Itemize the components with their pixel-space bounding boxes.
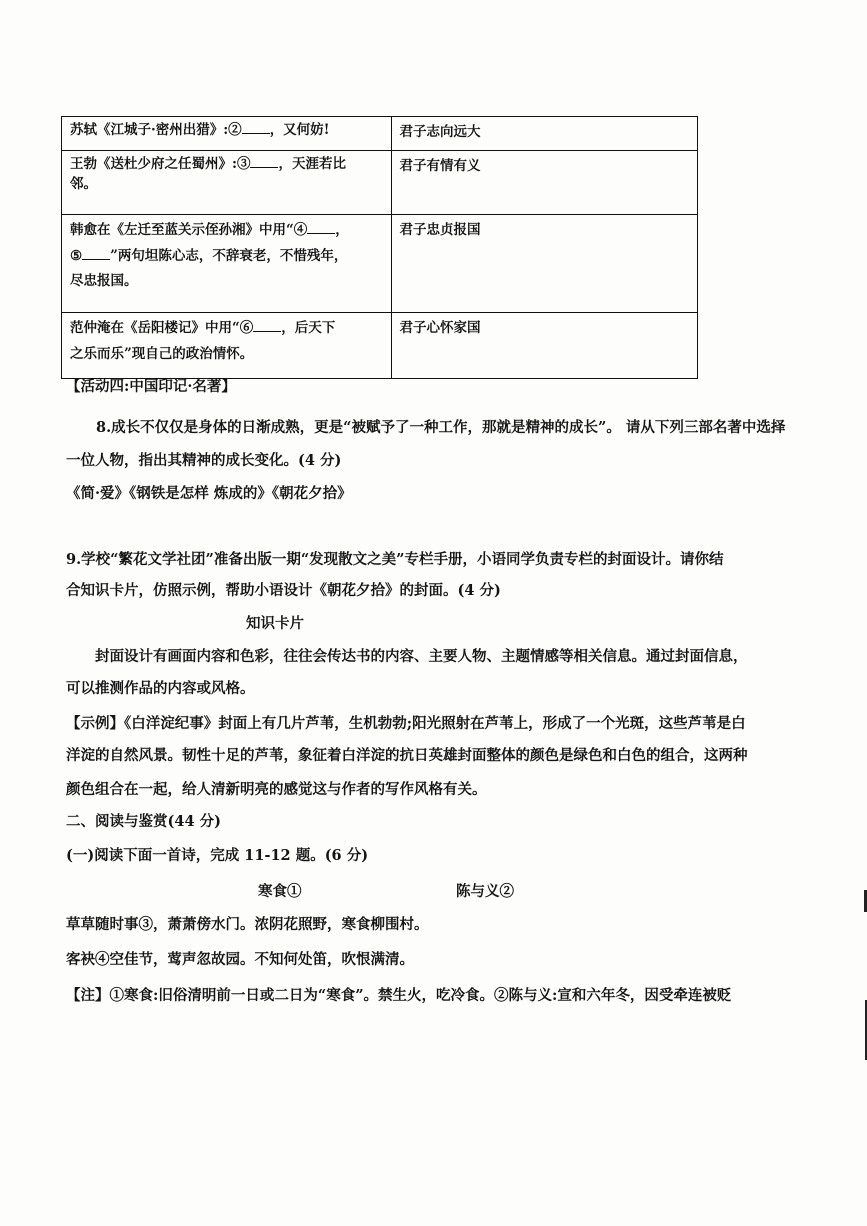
poem-note: 【注】①寒食:旧俗清明前一日或二日为“寒食”。禁生火，吃冷食。②陈与义:宣和六年冬，因受牵连被贬 [66, 987, 732, 1004]
cell-text: 韩愈在《左迁至蓝关示侄孙湘》中用“④ [70, 222, 308, 238]
poem-title: 寒食① [258, 883, 302, 900]
fill-blank [242, 121, 270, 134]
cell-text: 之乐而乐”现自己的政治情怀。 [70, 345, 254, 362]
book-list: 《简·爱》《钢铁是怎样 炼成的》《朝花夕拾》 [66, 485, 352, 502]
question-8-line1: 8.成长不仅仅是身体的日渐成熟，更是“被赋予了一种工作，那就是精神的成长”。 请从下列三部名著中选择 [96, 419, 786, 436]
table-cell-left [62, 313, 392, 379]
cell-text: 邻。 [70, 175, 97, 192]
cell-text: ⑤ [70, 247, 83, 264]
table-row [62, 215, 698, 313]
table-cell-right: 君子心怀家国 [391, 313, 698, 379]
cell-text: ，后天下 [281, 320, 336, 336]
cell-text: ， [335, 222, 349, 238]
cell-text: 尽忠报国。 [70, 273, 138, 290]
card-text-line2: 可以推测作品的内容或风格。 [66, 680, 255, 697]
knowledge-card-title: 知识卡片 [246, 615, 304, 632]
poem-author: 陈与义② [456, 883, 514, 900]
section-heading: 二、阅读与鉴赏(44 分) [66, 813, 221, 830]
fill-blank [250, 155, 278, 168]
cell-text: ，又何妨! [269, 122, 330, 138]
cell-text: ，天涯若比 [278, 156, 346, 172]
table-row [62, 313, 698, 379]
fill-blank [82, 247, 110, 260]
example-line3: 颜色组合在一起，给人清新明亮的感觉这与作者的写作风格有关。 [66, 781, 487, 798]
table-cell-left [62, 117, 392, 151]
fill-blank [253, 319, 281, 332]
example-line1: 【示例】《白洋淀纪事》封面上有几片芦苇，生机勃勃;阳光照射在芦苇上，形成了一个光斑，这些芦苇是白 [66, 715, 746, 732]
table-cell-right: 君子有情有义 [391, 151, 698, 215]
poetry-table [61, 116, 698, 379]
cell-text: 王勃《送杜少府之任蜀州》:③ [70, 156, 251, 172]
poem-line1: 草草随时事③，萧萧傍水门。浓阴花照野，寒食柳围村。 [66, 916, 429, 933]
question-9-line1: 9.学校“繁花文学社团”准备出版一期“发现散文之美”专栏手册，小语同学负责专栏的封面设计。请你结 [66, 551, 724, 568]
fill-blank [307, 221, 335, 234]
table-row [62, 151, 698, 215]
question-9-line2: 合知识卡片，仿照示例，帮助小语设计《朝花夕拾》的封面。(4 分) [66, 582, 501, 599]
question-8-line2: 一位人物，指出其精神的成长变化。(4 分) [66, 452, 342, 469]
poem-line2: 客袂④空佳节，莺声忽故园。不知何处笛，吹恨满清。 [66, 951, 414, 968]
cell-text: ”两句坦陈心志，不辞衰老，不惜残年， [110, 247, 348, 264]
example-line2: 洋淀的自然风景。韧性十足的芦苇，象征着白洋淀的抗日英雄封面整体的颜色是绿色和白色的组合，这两种 [66, 747, 748, 764]
table-cell-left [62, 151, 392, 215]
table-cell-left [62, 215, 392, 313]
card-text-line1: 封面设计有画面内容和色彩，往往会传达书的内容、主要人物、主题情感等相关信息。通过封面信息， [95, 648, 748, 665]
cell-text: 范仲淹在《岳阳楼记》中用“⑥ [70, 320, 254, 336]
table-cell-right: 君子志向远大 [391, 117, 698, 151]
table-row [62, 117, 698, 151]
part-heading: (一)阅读下面一首诗，完成 11-12 题。(6 分) [66, 847, 369, 864]
activity-heading: 【活动四:中国印记·名著】 [66, 378, 236, 395]
cell-text: 苏轼《江城子·密州出猎》:② [70, 122, 242, 138]
table-cell-right: 君子忠贞报国 [391, 215, 698, 313]
